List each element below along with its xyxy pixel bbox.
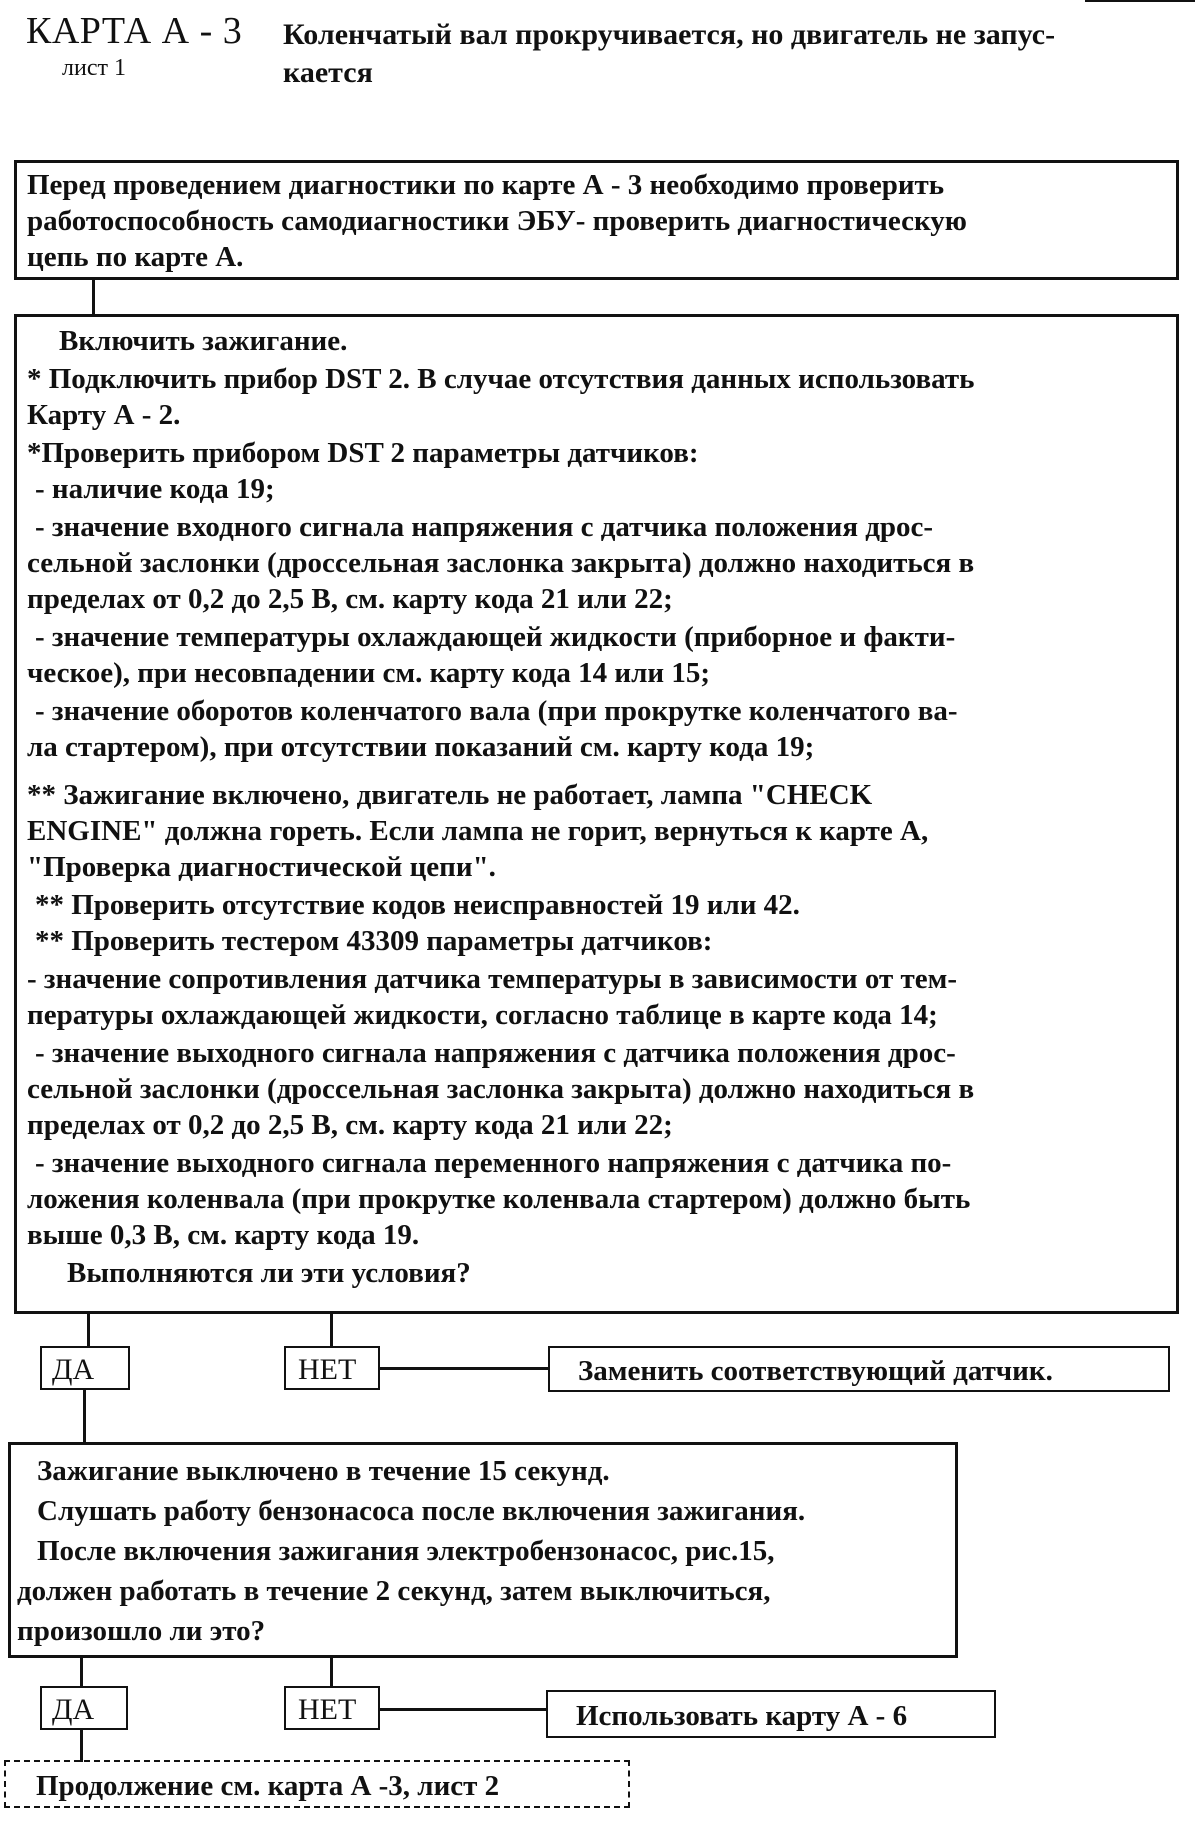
connector [80,1730,83,1762]
main-line: - значение температуры охлаждающей жидкости (приборное и факти- [35,621,956,653]
main-line: сельной заслонки (дроссельная заслонка закрыта) должно находиться в [27,1073,975,1105]
card-title-line1: Коленчатый вал прокручивается, но двигатель не запус- [283,18,1056,51]
main-check-box [14,314,1179,1314]
main-line: ** Зажигание включено, двигатель не работает, лампа "CHECK [27,779,873,811]
yes-text-1: ДА [52,1353,95,1386]
connector [330,1658,333,1688]
main-line: "Проверка диагностической цепи". [27,851,496,883]
intro-line: работоспособность самодиагностики ЭБУ- проверить диагностическую [27,205,967,237]
main-line: пределах от 0,2 до 2,5 В, см. карту кода 21 или 22; [27,583,673,615]
main-line: Выполняются ли эти условия? [67,1257,471,1289]
replace-sensor-text: Заменить соответствующий датчик. [578,1355,1053,1387]
continuation-box [4,1760,630,1808]
intro-line: цепь по карте А. [27,241,244,273]
main-line: Включить зажигание. [59,325,348,357]
pump-line: Зажигание выключено в течение 15 секунд. [37,1455,610,1487]
yes-label-2 [40,1686,128,1730]
pump-line: произошло ли это? [17,1615,266,1647]
yes-label-1 [40,1346,130,1390]
main-line: - наличие кода 19; [35,473,275,505]
main-line: - значение выходного сигнала напряжения с датчика положения дрос- [35,1037,956,1069]
main-line: пределах от 0,2 до 2,5 В, см. карту кода 21 или 22; [27,1109,673,1141]
corner-mark [1085,0,1195,2]
main-line: - значение оборотов коленчатого вала (при прокрутке коленчатого ва- [35,695,958,727]
connector [330,1314,333,1348]
intro-line: Перед проведением диагностики по карте А - 3 необходимо проверить [27,169,945,201]
fuel-pump-check-box [8,1442,958,1658]
main-line: - значение входного сигнала напряжения с датчика положения дрос- [35,511,934,543]
continuation-text: Продолжение см. карта А -3, лист 2 [36,1770,500,1802]
card-title-line2: кается [283,56,373,89]
main-line: ложения коленвала (при прокрутке коленвала стартером) должно быть [27,1183,971,1215]
main-line: - значение сопротивления датчика температуры в зависимости от тем- [27,963,957,995]
main-line: Карту А - 2. [27,399,181,431]
replace-sensor-box [548,1346,1170,1392]
no-text-1: НЕТ [298,1353,357,1386]
sheet-label: лист 1 [62,55,126,81]
pump-line: После включения зажигания электробензонасос, рис.15, [37,1535,775,1567]
connector [380,1708,548,1711]
main-line: - значение выходного сигнала переменного напряжения с датчика по- [35,1147,952,1179]
use-card-a6-text: Использовать карту А - 6 [576,1700,908,1732]
no-label-2 [284,1686,380,1730]
connector [83,1390,86,1444]
main-line: сельной заслонки (дроссельная заслонка закрыта) должно находиться в [27,547,975,579]
connector [380,1367,550,1370]
main-line: *Проверить прибором DST 2 параметры датчиков: [27,437,699,469]
pump-line: должен работать в течение 2 секунд, затем выключиться, [17,1575,771,1607]
intro-box [14,160,1179,280]
main-line: ла стартером), при отсутствии показаний см. карту кода 19; [27,731,815,763]
pump-line: Слушать работу бензонасоса после включения зажигания. [37,1495,806,1527]
connector [80,1658,83,1688]
main-line: ческое), при несовпадении см. карту кода 14 или 15; [27,657,710,689]
connector [92,280,95,316]
no-label-1 [284,1346,380,1390]
yes-text-2: ДА [52,1693,95,1726]
card-id: КАРТА А - 3 [26,10,243,52]
main-line: пературы охлаждающей жидкости, согласно таблице в карте кода 14; [27,999,938,1031]
main-line: ** Проверить тестером 43309 параметры датчиков: [35,925,713,957]
main-line: ** Проверить отсутствие кодов неисправностей 19 или 42. [35,889,800,921]
main-line: выше 0,3 В, см. карту кода 19. [27,1219,420,1251]
no-text-2: НЕТ [298,1693,357,1726]
use-card-a6-box [546,1690,996,1738]
main-line: * Подключить прибор DST 2. В случае отсутствия данных использовать [27,363,975,395]
main-line: ENGINE" должна гореть. Если лампа не горит, вернуться к карте А, [27,815,929,847]
connector [87,1314,90,1348]
